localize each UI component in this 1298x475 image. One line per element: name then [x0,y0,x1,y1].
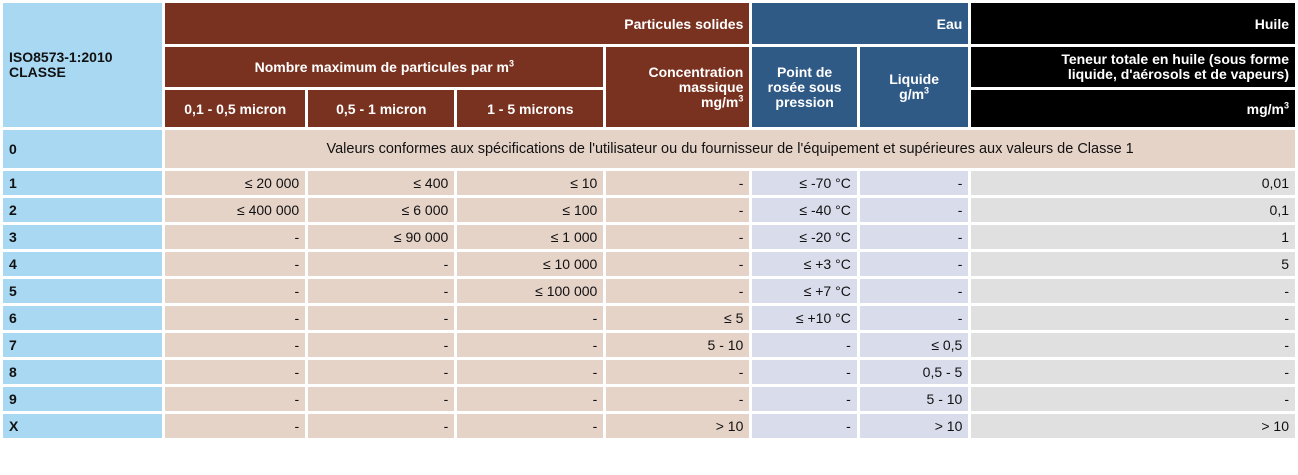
oil-content: - [971,387,1295,411]
particles-05-1: - [308,387,454,411]
particles-1-5: ≤ 1 000 [457,225,603,249]
liquid-water: - [860,306,969,330]
table-row [3,252,1295,276]
liquid-water: - [860,171,969,195]
class-label: 6 [3,306,162,330]
solid-count-header [165,47,603,87]
mass-concentration: - [606,360,749,384]
particles-05-1: - [308,414,454,438]
table-row [3,171,1295,195]
mass-concentration: - [606,279,749,303]
liquid-water: - [860,279,969,303]
class-label: 7 [3,333,162,357]
table-row [3,198,1295,222]
particles-01-05: ≤ 20 000 [165,171,305,195]
mass-concentration: - [606,171,749,195]
oil-content: 1 [971,225,1295,249]
liquid-water: > 10 [860,414,969,438]
mass-conc-unit: mg/m [701,93,739,110]
mass-concentration: - [606,198,749,222]
liquid-water: - [860,198,969,222]
mass-concentration: - [606,252,749,276]
table-row [3,279,1295,303]
class-label: 8 [3,360,162,384]
dew-line2: rosée sous [767,78,842,95]
particles-1-5: - [457,414,603,438]
particles-01-05: - [165,306,305,330]
table-row [3,225,1295,249]
particles-01-05: - [165,225,305,249]
class0-description: Valeurs conformes aux spécifications de l'utilisateur ou du fournisseur de l'équipement et supérieures aux valeurs de Classe 1 [165,130,1295,168]
mass-conc-line2: massique [678,78,744,95]
particles-05-1: ≤ 6 000 [308,198,454,222]
mass-conc-unit-sup: 3 [738,92,744,103]
dew-point: - [752,414,856,438]
dew-line1: Point de [776,63,833,80]
particles-1-5: - [457,360,603,384]
particles-1-5: - [457,306,603,330]
oil-content: - [971,333,1295,357]
particles-1-5: ≤ 10 000 [457,252,603,276]
dew-line3: pression [775,93,834,110]
particles-01-05: - [165,387,305,411]
table-row [3,306,1295,330]
oil-content-header [971,47,1295,87]
class-label: 5 [3,279,162,303]
particles-1-5: ≤ 100 [457,198,603,222]
table-row [3,360,1295,384]
oil-content: - [971,279,1295,303]
class-label: 1 [3,171,162,195]
class-label: 3 [3,225,162,249]
particles-05-1: - [308,279,454,303]
mass-concentration-header [606,47,749,127]
particles-01-05: ≤ 400 000 [165,198,305,222]
class-header [3,3,162,127]
particles-01-05: - [165,414,305,438]
dew-point: - [752,333,856,357]
dew-point: ≤ -40 °C [752,198,856,222]
table-row [3,414,1295,438]
liquid-water: 5 - 10 [860,387,969,411]
particles-05-1: - [308,360,454,384]
oil-content: 5 [971,252,1295,276]
oil-content: > 10 [971,414,1295,438]
class-title-line1: ISO8573-1:2010 [9,49,113,65]
group-oil-header: Huile [971,3,1295,44]
particles-05-1: - [308,306,454,330]
oil-unit: mg/m [1246,100,1284,117]
group-water-header: Eau [752,3,968,44]
mass-concentration: > 10 [606,414,749,438]
class-title-line2: CLASSE [9,64,66,80]
mass-conc-line1: Concentration [648,63,744,80]
dew-point: ≤ +10 °C [752,306,856,330]
oil-content: - [971,360,1295,384]
table-row [3,333,1295,357]
liquid-header [860,47,969,127]
class-label: 2 [3,198,162,222]
oil-line2: liquide, d'aérosols et de vapeurs) [1067,66,1289,82]
dew-point: ≤ +7 °C [752,279,856,303]
oil-content: 0,1 [971,198,1295,222]
particles-1-5: - [457,387,603,411]
oil-unit-sup: 3 [1283,99,1289,110]
group-solid-header: Particules solides [165,3,749,44]
particles-05-1: - [308,252,454,276]
dew-point: - [752,387,856,411]
particles-01-05: - [165,279,305,303]
solid-count-sup: 3 [509,58,515,69]
particles-05-1: ≤ 90 000 [308,225,454,249]
particles-1-5: - [457,333,603,357]
dew-point: ≤ -70 °C [752,171,856,195]
liquid-water: - [860,252,969,276]
particles-1-5: ≤ 10 [457,171,603,195]
mass-concentration: ≤ 5 [606,306,749,330]
particles-1-5: ≤ 100 000 [457,279,603,303]
dew-point-header [752,47,856,127]
particles-01-05: - [165,360,305,384]
particles-01-05: - [165,333,305,357]
dew-point: - [752,360,856,384]
mass-concentration: 5 - 10 [606,333,749,357]
dew-point: ≤ -20 °C [752,225,856,249]
dew-point: ≤ +3 °C [752,252,856,276]
table-row [3,387,1295,411]
particles-05-1: - [308,333,454,357]
liquid-line1: Liquide [889,71,939,87]
particles-01-05: - [165,252,305,276]
particles-05-1: ≤ 400 [308,171,454,195]
oil-unit-header [971,90,1295,127]
col-header-1-5: 1 - 5 microns [457,90,603,127]
class-label: 9 [3,387,162,411]
liquid-unit-sup: 3 [924,85,930,96]
class-label: X [3,414,162,438]
oil-content: - [971,306,1295,330]
col-header-05-1: 0,5 - 1 micron [308,90,454,127]
liquid-water: ≤ 0,5 [860,333,969,357]
class-label-0: 0 [3,130,162,168]
liquid-unit: g/m [899,86,925,102]
col-header-01-05: 0,1 - 0,5 micron [165,90,305,127]
liquid-water: 0,5 - 5 [860,360,969,384]
liquid-water: - [860,225,969,249]
oil-content: 0,01 [971,171,1295,195]
mass-concentration: - [606,225,749,249]
solid-count-label: Nombre maximum de particules par m [254,59,509,75]
class-label: 4 [3,252,162,276]
table-body [3,171,1295,438]
mass-concentration: - [606,387,749,411]
oil-line1: Teneur totale en huile (sous forme [1061,51,1289,67]
